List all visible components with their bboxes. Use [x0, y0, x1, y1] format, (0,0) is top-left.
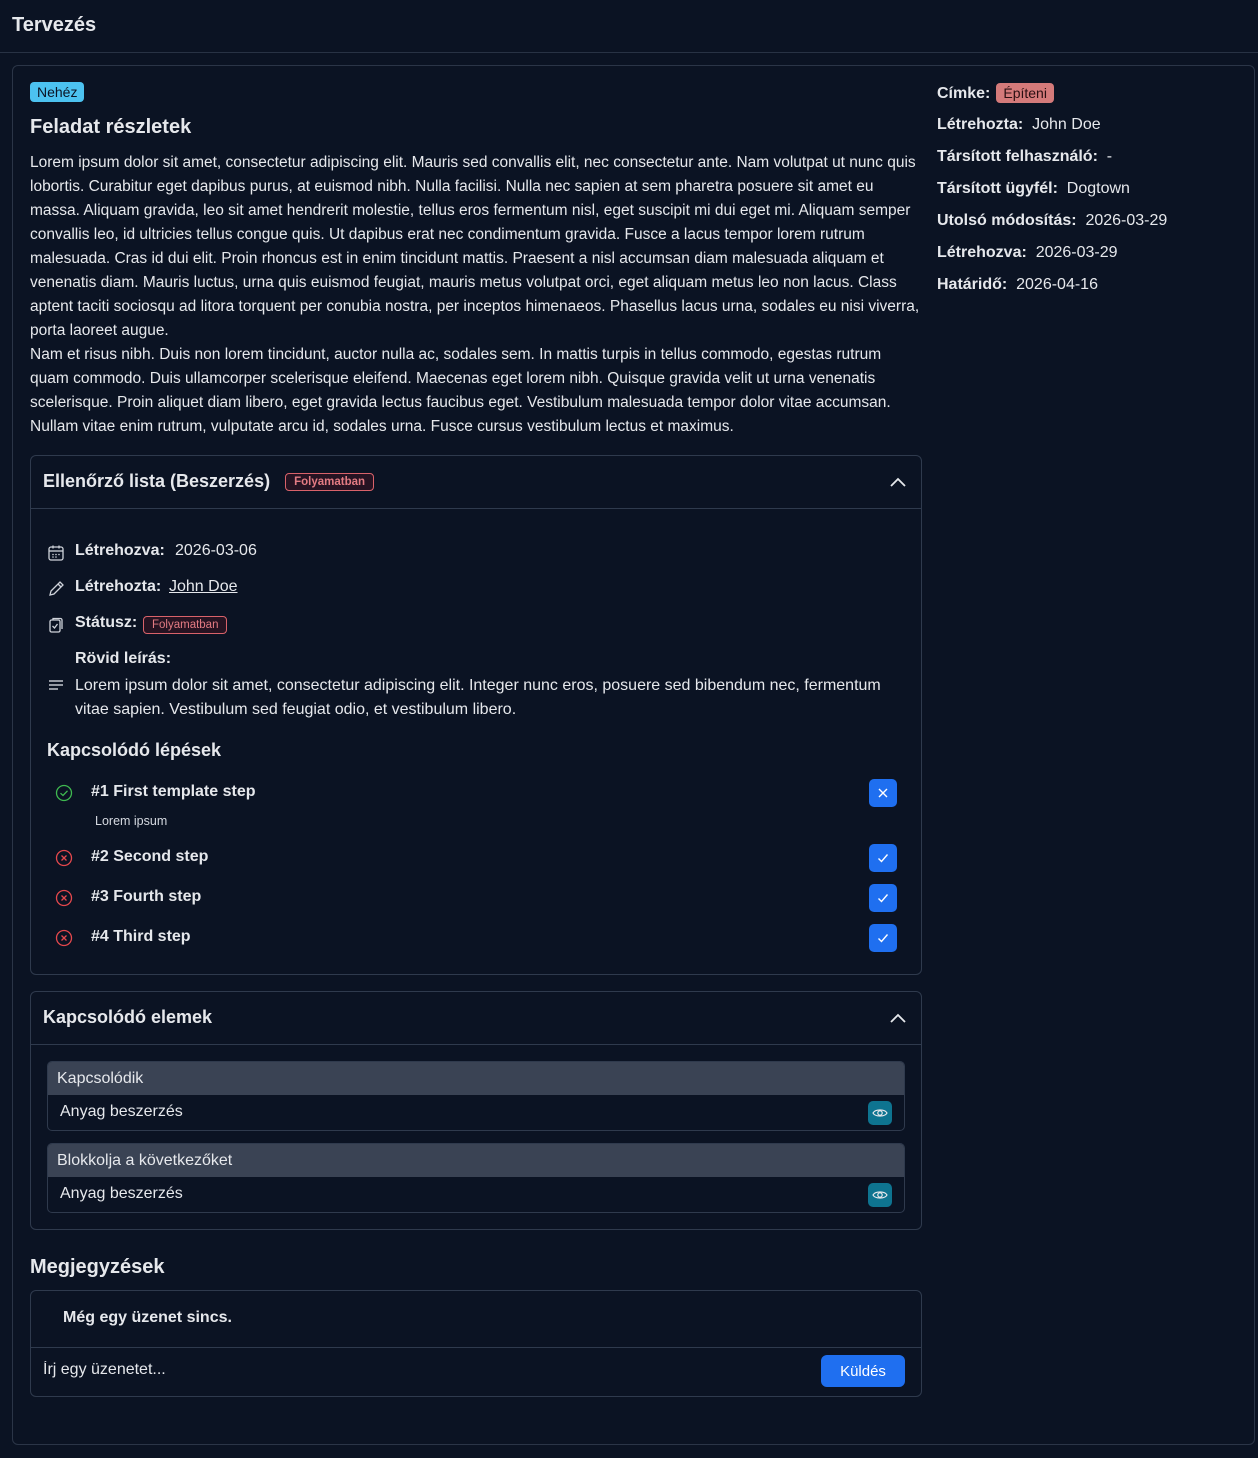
uncheck-step-button[interactable] [869, 779, 897, 807]
checklist-card [30, 455, 922, 975]
complete-step-button[interactable] [869, 924, 897, 952]
tag-row [937, 83, 1054, 103]
related-item [48, 1095, 904, 1131]
step-label: #3 Fourth step [91, 888, 202, 905]
status-value-wrap [143, 615, 227, 634]
notes-divider [31, 1347, 921, 1348]
step-row [47, 779, 905, 809]
related-items-card [30, 991, 922, 1230]
notes-box [30, 1290, 922, 1397]
step-label: #1 First template step [91, 783, 256, 800]
deadline-value: 2026-04-16 [1016, 276, 1098, 293]
clipboard-icon [47, 616, 65, 634]
status-label: Státusz: [75, 614, 138, 631]
step-description: Lorem ipsum [95, 814, 168, 828]
assoc-user-label: Társított felhasználó: [937, 148, 1098, 165]
tag-badge: Építeni [996, 83, 1054, 103]
modified-value: 2026-03-29 [1085, 212, 1168, 229]
view-item-button[interactable] [868, 1183, 892, 1207]
eye-icon [872, 1105, 888, 1121]
side-created-label: Létrehozva: [937, 244, 1027, 261]
difficulty-badge: Nehéz [30, 82, 84, 102]
modified-label: Utolsó módosítás: [937, 212, 1077, 229]
modified-row [937, 212, 1167, 230]
message-input[interactable] [43, 1351, 803, 1389]
task-description [30, 151, 922, 439]
tag-label: Címke: [937, 85, 991, 102]
creator-row [937, 116, 1101, 134]
chevron-up-icon[interactable] [889, 1010, 907, 1028]
complete-step-button[interactable] [869, 884, 897, 912]
short-desc-value: Lorem ipsum dolor sit amet, consectetur adipiscing elit. Integer nunc eros, posuere sed bibendum nec, fermentum vitae sapien. Vestibulum sed feugiat odio, et vestibulum libero. [75, 677, 881, 718]
assoc-client-row [937, 180, 1130, 198]
step-label: #4 Third step [91, 928, 191, 945]
view-item-button[interactable] [868, 1101, 892, 1125]
check-icon [876, 891, 890, 905]
checklist-short-desc-row [47, 650, 905, 720]
related-item [48, 1177, 904, 1213]
side-creator-label: Létrehozta: [937, 116, 1024, 133]
related-items-title: Kapcsolódó elemek [43, 1007, 213, 1027]
task-details-title: Feladat részletek [30, 116, 192, 138]
side-created-value: 2026-03-29 [1035, 244, 1118, 261]
x-circle-icon [55, 849, 73, 867]
task-panel [12, 65, 1255, 1445]
checklist-title: Ellenőrző lista (Beszerzés) Folyamatban [43, 471, 374, 492]
checklist-status-row [47, 614, 447, 636]
description-paragraph-1: Lorem ipsum dolor sit amet, consectetur adipiscing elit. Mauris sed convallis elit, nec consectetur ante. Nam volutpat ut nunc quis lobortis. Curabitur eget dapibus purus, at euismod nibh. Nulla facilisi. Nulla nec sapien at sem pharetra posuere sit amet eu massa. Aliquam gravida, leo sit amet hendrerit molestie, tellus eros fermentum nisl, eget suscipit mi dui eget mi. Aliquam semper convallis leo, id ultricies tellus congue quis. Ut dapibus erat nec condimentum gravida. Fusce a lacus tempor lorem rutrum malesuada. Cras id dui elit. Proin rhoncus est in enim tincidunt mattis. Praesent a nisl accumsan diam malesuada aliquam et venenatis diam. Mauris luctus, urna quis euismod feugiat, mauris metus volutpat orci, eget aliquam metus leo non lacus. Class aptent taciti sociosqu ad litora torquent per conubia nostra, per inceptos himenaeos. Phasellus lacus urna, sodales eu nisi viverra, porta laoreet augue. [30, 154, 920, 339]
steps-title: Kapcsolódó lépések [47, 740, 222, 760]
step-label: #2 Second step [91, 848, 209, 865]
assoc-user-value: - [1106, 148, 1113, 165]
notes-empty-message: Még egy üzenet sincs. [63, 1309, 232, 1326]
checklist-created-row [47, 542, 447, 564]
related-item-label: Anyag beszerzés [60, 1103, 183, 1120]
creator-label: Létrehozta: [75, 578, 162, 595]
created-label: Létrehozva: [75, 542, 165, 559]
short-desc-label: Rövid leírás: [75, 650, 172, 667]
step-row [47, 844, 905, 874]
text-lines-icon [47, 676, 65, 694]
page-title: Tervezés [12, 14, 97, 36]
status-badge: Folyamatban [143, 616, 227, 634]
description-paragraph-2: Nam et risus nibh. Duis non lorem tincidunt, auctor nulla ac, sodales sem. In mattis turpis in tellus commodo, egestas rutrum quam commodo. Duis ullamcorper scelerisque eleifend. Maecenas eget lorem nibh. Quisque gravida velit ut urna venenatis scelerisque. Proin aliquet diam libero, eget gravida lectus faucibus eget. Vestibulum malesuada tempor dolor vitae accumsan. Nullam vitae enim rutrum, vulputate arcu id, sodales urna. Fusce cursus vestibulum lectus et maximus. [30, 346, 891, 435]
top-bar [0, 0, 1258, 53]
creator-link[interactable]: John Doe [169, 578, 238, 595]
checklist-header[interactable] [31, 456, 921, 509]
pencil-icon [47, 580, 65, 598]
step-row [47, 884, 905, 914]
related-group-header: Blokkolja a következőket [48, 1144, 904, 1177]
check-icon [876, 931, 890, 945]
x-circle-icon [55, 889, 73, 907]
chevron-up-icon[interactable] [889, 474, 907, 492]
created-value: 2026-03-06 [175, 542, 257, 559]
notes-title: Megjegyzések [30, 1256, 165, 1278]
eye-icon [872, 1187, 888, 1203]
calendar-icon [47, 544, 65, 562]
complete-step-button[interactable] [869, 844, 897, 872]
related-group [47, 1143, 905, 1213]
assoc-client-value: Dogtown [1066, 180, 1130, 197]
x-circle-icon [55, 929, 73, 947]
send-button[interactable]: Küldés [821, 1355, 905, 1387]
check-icon [876, 851, 890, 865]
assoc-client-label: Társított ügyfél: [937, 180, 1058, 197]
deadline-label: Határidő: [937, 276, 1008, 293]
side-created-row [937, 244, 1118, 262]
step-row [47, 924, 905, 954]
related-item-label: Anyag beszerzés [60, 1185, 183, 1202]
side-creator-value: John Doe [1032, 116, 1101, 133]
checklist-status-badge: Folyamatban [285, 473, 374, 491]
check-circle-icon [55, 784, 73, 802]
close-icon [876, 786, 890, 800]
checklist-creator-row [47, 578, 447, 600]
related-group-header: Kapcsolódik [48, 1062, 904, 1095]
assoc-user-row [937, 148, 1112, 166]
related-items-header[interactable] [31, 992, 921, 1045]
related-group [47, 1061, 905, 1131]
deadline-row [937, 276, 1098, 294]
